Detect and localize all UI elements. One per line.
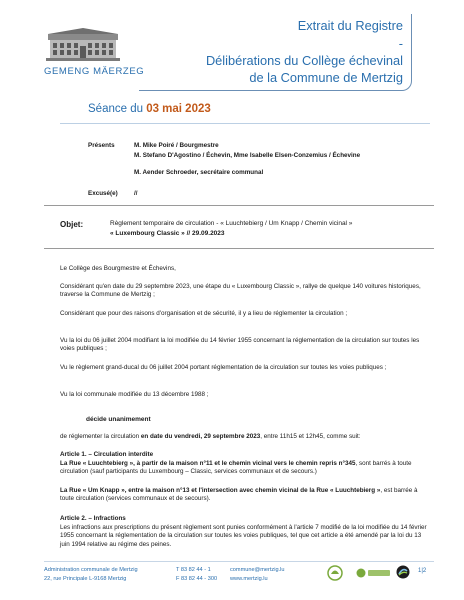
object-line: « Luxembourg Classic » // 29.09.2023 (110, 230, 225, 237)
footer-email[interactable]: commune@mertzig.lu (230, 567, 285, 573)
excuse-value: // (134, 190, 138, 197)
paragraph: Considérant que pour des raisons d'organisation et de sécurité, il y a lieu de réglementer la circulation ; (60, 310, 348, 317)
paragraph (60, 460, 432, 477)
text-bold: en date du vendredi, 29 septembre 2023 (140, 433, 261, 440)
paragraph: Les infractions aux prescriptions du présent règlement sont punies conformément à l'article 7 modifié de la loi modifiée du 14 février 1955 concernant la réglementation de la circulation sur toutes les voies publiques, tel que cet article a été amendé par la loi du 13 juin 1994 relative au régime des peines. (60, 524, 427, 548)
excuse-label: Excusé(e) (88, 190, 118, 197)
eco-logo-icon (326, 565, 344, 583)
paragraph (60, 433, 432, 441)
footer-admin: Administration communale de Mertzig (44, 567, 138, 573)
footer-phone (176, 566, 217, 584)
fairtrade-logo-icon (396, 565, 410, 579)
article-title: Article 1. – Circulation interdite (60, 451, 154, 458)
paragraph: Vu la loi communale modifiée du 13 décembre 1988 ; (60, 391, 209, 398)
paragraph: Vu le règlement grand-ducal du 06 juillet 2004 portant réglementation de la circulation sur toutes les voies publiques ; (60, 364, 387, 371)
divider (60, 123, 430, 124)
text-bold: La Rue « Um Knapp », entre la maison n°13 et l'intersection avec chemin vicinal de la Rue « Luuchtebierg » (60, 487, 381, 494)
text: , sont barrés à toute circulation (sauf participants du Luxembourg – Classic, services communaux et de secours.) (60, 460, 412, 476)
footer-contact (230, 566, 285, 584)
paragraph: Vu la loi du 06 juillet 2004 modifiant la loi modifiée du 14 février 1955 concernant la réglementation de la circulation sur toutes les voies publiques ; (60, 337, 420, 353)
paragraph: Considérant qu'en date du 29 septembre 2023, une étape du « Luxembourg Classic », rallye de quelque 140 voitures historiques, traverse la Commune de Mertzig ; (60, 283, 421, 299)
paragraph: Le Collège des Bourgmestre et Échevins, (60, 265, 176, 272)
divider (44, 205, 434, 206)
footer-address (44, 566, 138, 584)
text: , est barrée à toute circulation (services communaux et de secours). (60, 487, 418, 503)
header-separator: - (398, 36, 403, 51)
object-line: Règlement temporaire de circulation - « Luuchtebierg / Um Knapp / Chemin vicinal » (110, 220, 353, 227)
footer-web[interactable]: www.mertzig.lu (230, 576, 268, 582)
municipality-name: GEMENG MÄERZEG (44, 66, 145, 77)
paragraph (60, 487, 432, 504)
text-bold: La Rue « Luuchtebierg », à partir de la maison n°11 et le chemin vicinal vers le chemin repris n°345 (60, 460, 356, 467)
document-header (139, 14, 412, 91)
decision-heading: décide unanimement (86, 416, 151, 423)
footer-tel: T 83 82 44 - 1 (176, 567, 211, 573)
presents-line: M. Mike Poiré / Bourgmestre (134, 142, 219, 149)
text: de réglementer la circulation (60, 433, 141, 440)
presents-line: M. Stefano D'Agostino / Échevin, Mme Isabelle Elsen-Conzemius / Échevine (134, 152, 361, 159)
presents-label: Présents (88, 142, 115, 149)
article-title: Article 2. – Infractions (60, 515, 126, 522)
page-number: 1|2 (418, 568, 427, 574)
divider (44, 248, 434, 249)
header-subtitle-2: de la Commune de Mertzig (249, 70, 403, 85)
object-label: Objet: (60, 220, 84, 229)
municipality-logo-icon (44, 28, 122, 62)
session-date (88, 103, 211, 115)
session-prefix: Séance du (88, 103, 147, 115)
footer-divider (44, 561, 434, 562)
footer-street: 22, rue Principale L-9168 Mertzig (44, 576, 127, 582)
header-subtitle-1: Délibérations du Collège échevinal (205, 53, 403, 68)
footer-fax: F 83 82 44 - 300 (176, 576, 218, 582)
session-date-value: 03 mai 2023 (146, 103, 211, 115)
klimapakt-logo-icon (356, 566, 392, 580)
presents-line: M. Aender Schroeder, secrétaire communal (134, 169, 264, 176)
text: , entre 11h15 et 12h45, comme suit: (260, 433, 361, 440)
header-title: Extrait du Registre (297, 18, 403, 33)
